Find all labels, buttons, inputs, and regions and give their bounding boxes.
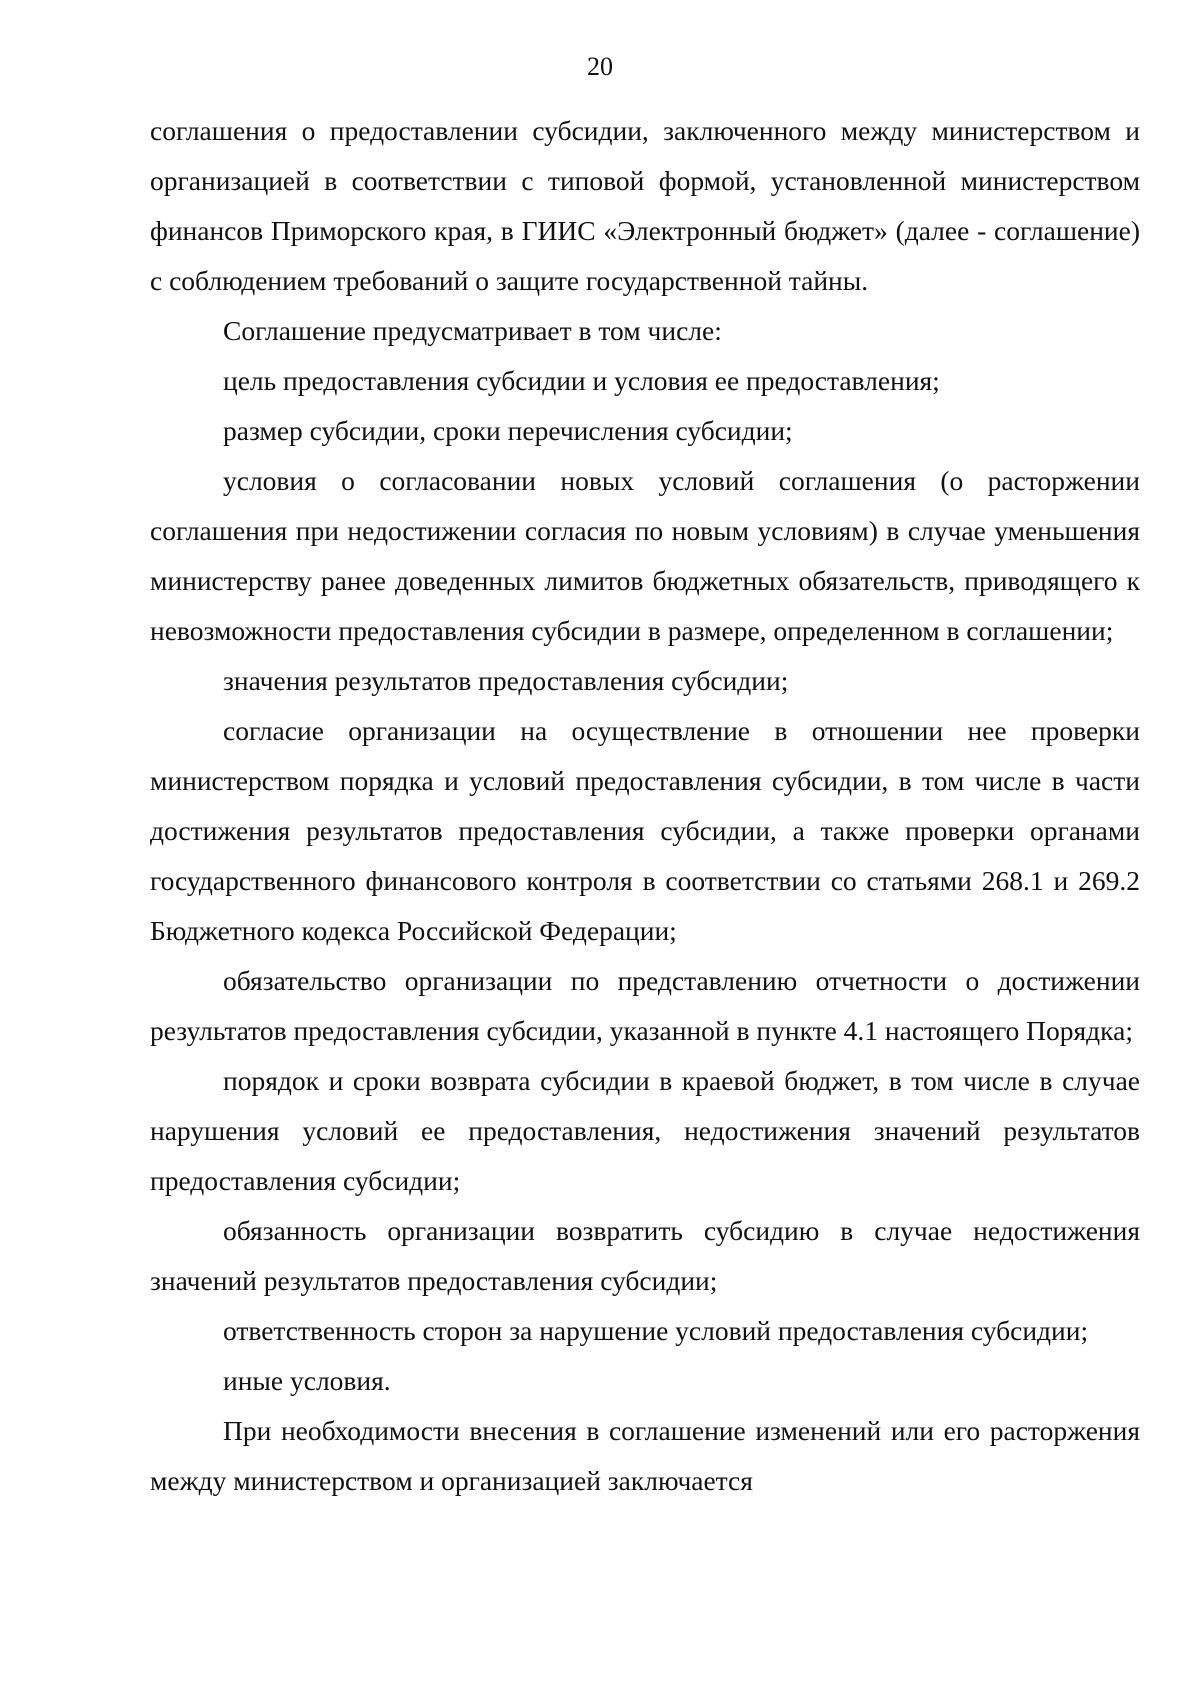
list-item-return-procedure: порядок и сроки возврата субсидии в краевой бюджет, в том числе в случае нарушения условий ее предоставления, недостижения значений результатов предоставления субсидии; [150,1065,1140,1196]
paragraph-agreement-provides: Соглашение предусматривает в том числе: [223,315,722,346]
list-item-result-values: значения результатов предоставления субсидии; [223,665,789,696]
paragraph-amendments: При необходимости внесения в соглашение изменений или его расторжения между министерством и организацией заключается [150,1415,1140,1496]
list-item-inspection-consent: согласие организации на осуществление в отношении нее проверки министерством порядка и условий предоставления субсидии, в том числе в части достижения результатов предоставления субсидии, а также проверки органами государственного финансового контроля в соответствии со статьями 268.1 и 269.2 Бюджетного кодекса Российской Федерации; [150,715,1140,946]
list-item-new-conditions: условия о согласовании новых условий соглашения (о расторжении соглашения при недостижении согласия по новым условиям) в случае уменьшения министерству ранее доведенных лимитов бюджетных обязательств, приводящего к невозможности предоставления субсидии в размере, определенном в соглашении; [150,465,1140,646]
list-item-reporting-obligation: обязательство организации по представлению отчетности о достижении результатов предоставления субсидии, указанной в пункте 4.1 настоящего Порядка; [150,965,1140,1046]
list-item-amount: размер субсидии, сроки перечисления субсидии; [223,415,793,446]
list-item-purpose: цель предоставления субсидии и условия ее предоставления; [223,365,940,396]
list-item-other-conditions: иные условия. [223,1365,391,1396]
list-item-liability: ответственность сторон за нарушение условий предоставления субсидии; [223,1315,1089,1346]
paragraph-agreement-definition: соглашения о предоставлении субсидии, заключенного между министерством и организацией в соответствии с типовой формой, установленной министерством финансов Приморского края, в ГИИС «Электронный бюджет» (далее - соглашение) с соблюдением требований о защите государственной тайны. [150,115,1140,296]
list-item-return-duty: обязанность организации возвратить субсидию в случае недостижения значений результатов предоставления субсидии; [150,1215,1140,1296]
page-number: 20 [587,52,613,81]
document-body [150,106,1140,1506]
